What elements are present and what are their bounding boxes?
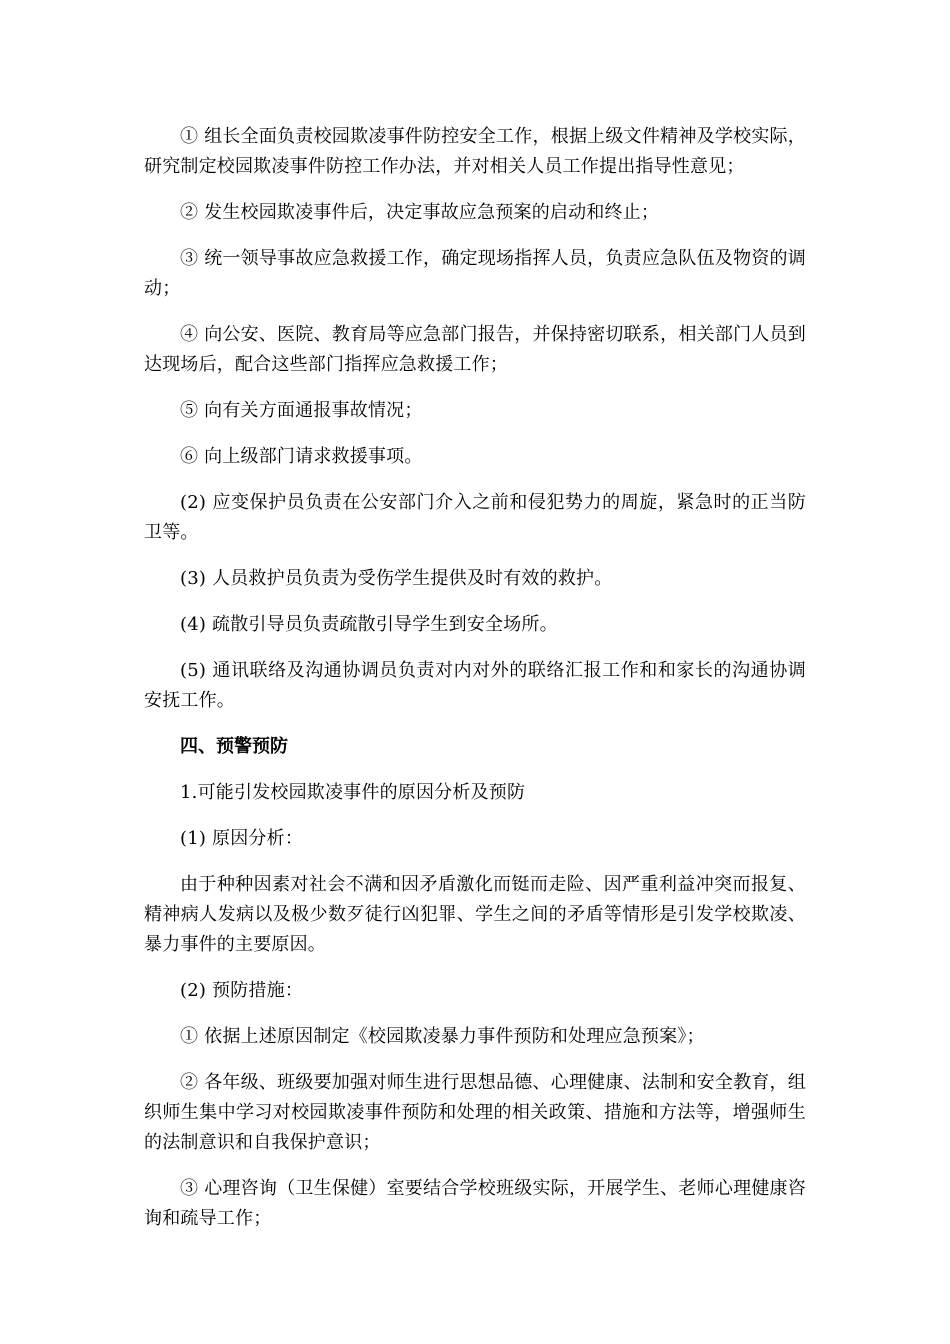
paragraph-leader-duty-1: ① 组长全面负责校园欺凌事件防控安全工作，根据上级文件精神及学校实际，研究制定校园欺凌事件防控工作办法，并对相关人员工作提出指导性意见；: [144, 126, 806, 177]
paragraph-prevention-label: (2) 预防措施：: [180, 980, 304, 1001]
paragraph-leader-duty-6: ⑥ 向上级部门请求救援事项。: [180, 446, 423, 467]
subsection-heading-cause-analysis: 1.可能引发校园欺凌事件的原因分析及预防: [180, 782, 526, 803]
paragraph-evacuation-role: (4) 疏散引导员负责疏散引导学生到安全场所。: [180, 614, 558, 635]
paragraph-prevention-measure-3: ③ 心理咨询（卫生保健）室要结合学校班级实际，开展学生、老师心理健康咨询和疏导工作；: [144, 1178, 806, 1229]
paragraph-leader-duty-3: ③ 统一领导事故应急救援工作，确定现场指挥人员，负责应急队伍及物资的调动；: [144, 248, 806, 299]
paragraph-prevention-measure-1: ① 依据上述原因制定《校园欺凌暴力事件预防和处理应急预案》；: [180, 1026, 705, 1047]
paragraph-communication-role: (5) 通讯联络及沟通协调员负责对内对外的联络汇报工作和和家长的沟通协调安抚工作。: [144, 660, 806, 711]
paragraph-cause-analysis-label: (1) 原因分析：: [180, 828, 304, 849]
paragraph-leader-duty-2: ② 发生校园欺凌事件后，决定事故应急预案的启动和终止；: [180, 202, 660, 223]
paragraph-cause-analysis-body: 由于种种因素对社会不满和因矛盾激化而铤而走险、因严重利益冲突而报复、精神病人发病以及极少数歹徒行凶犯罪、学生之间的矛盾等情形是引发学校欺凌、暴力事件的主要原因。: [144, 874, 806, 955]
paragraph-leader-duty-4: ④ 向公安、医院、教育局等应急部门报告，并保持密切联系，相关部门人员到达现场后，配合这些部门指挥应急救援工作；: [144, 324, 806, 375]
paragraph-protector-role: (2) 应变保护员负责在公安部门介入之前和侵犯势力的周旋，紧急时的正当防卫等。: [144, 492, 806, 543]
section-heading-prevention: 四、预警预防: [180, 736, 288, 757]
paragraph-prevention-measure-2: ② 各年级、班级要加强对师生进行思想品德、心理健康、法制和安全教育，组织师生集中学习对校园欺凌事件预防和处理的相关政策、措施和方法等，增强师生的法制意识和自我保护意识；: [144, 1072, 806, 1153]
document-body: [144, 122, 806, 1250]
paragraph-rescuer-role: (3) 人员救护员负责为受伤学生提供及时有效的救护。: [180, 568, 613, 589]
paragraph-leader-duty-5: ⑤ 向有关方面通报事故情况；: [180, 400, 423, 421]
